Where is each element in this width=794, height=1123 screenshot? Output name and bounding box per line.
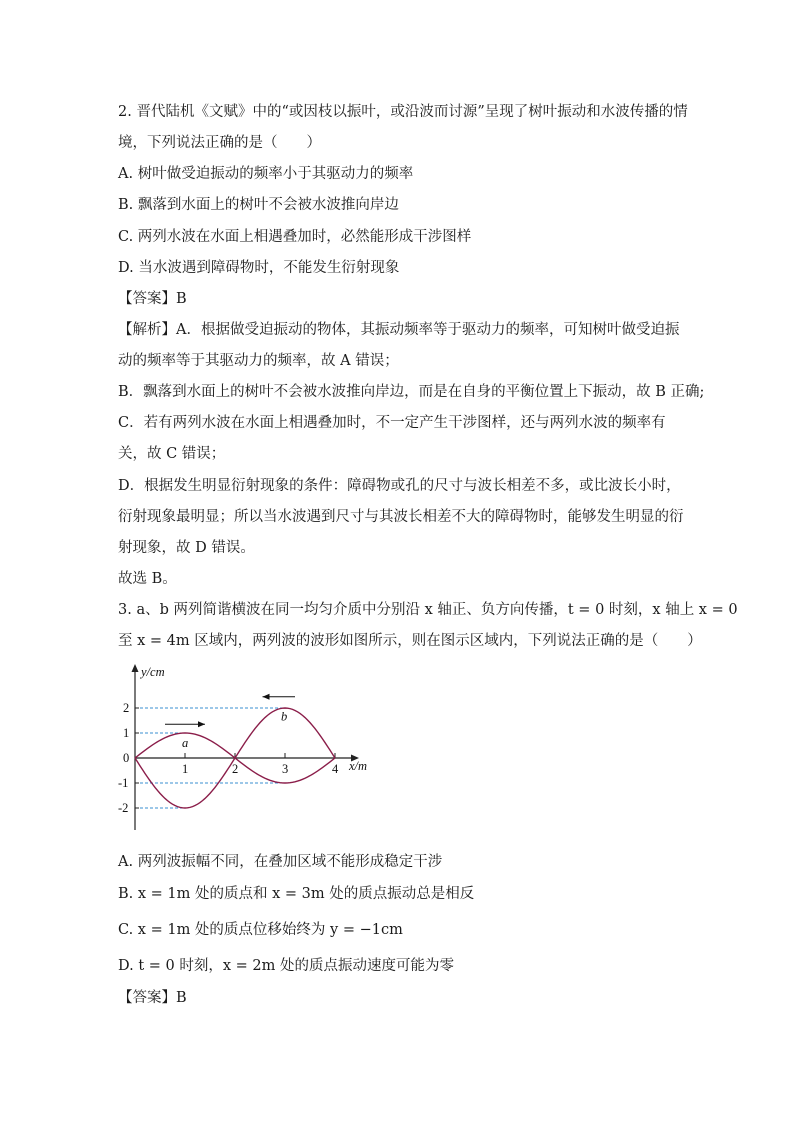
q3-option-c: C. x = 1m 处的质点位移始终为 y = −1cm bbox=[118, 922, 403, 938]
wave-chart bbox=[112, 662, 382, 832]
x-tick-label: 4 bbox=[332, 762, 339, 776]
x-tick-label: 3 bbox=[282, 762, 289, 776]
x-tick-label: 1 bbox=[182, 762, 189, 776]
origin-label: 0 bbox=[123, 751, 130, 765]
direction-arrowhead-b bbox=[263, 694, 270, 700]
x-tick-label: 2 bbox=[232, 762, 239, 776]
q2-analysis-line3: B．飘落到水面上的树叶不会被水波推向岸边，而是在自身的平衡位置上下振动，故 B 正确; bbox=[118, 384, 705, 400]
q2-option-d: D. 当水波遇到障碍物时，不能发生衍射现象 bbox=[118, 260, 400, 276]
wave-label-b: b bbox=[281, 709, 288, 724]
wave-label-a: a bbox=[182, 735, 189, 750]
q2-analysis-line2: 动的频率等于其驱动力的频率，故 A 错误； bbox=[118, 353, 399, 369]
q3-option-b: B. x = 1m 处的质点和 x = 3m 处的质点振动总是相反 bbox=[118, 886, 475, 902]
q2-analysis-line4: C．若有两列水波在水面上相遇叠加时，不一定产生干涉图样，还与两列水波的频率有 bbox=[118, 415, 666, 431]
y-tick-label: 2 bbox=[123, 701, 130, 715]
axis-labels bbox=[118, 665, 367, 815]
q3-option-a: A. 两列波振幅不同，在叠加区域不能形成稳定干涉 bbox=[118, 854, 443, 870]
y-axis-arrow bbox=[132, 664, 139, 672]
wave-figure bbox=[112, 662, 382, 832]
q3-stem-line1: 3. a、b 两列简谐横波在同一均匀介质中分别沿 x 轴正、负方向传播，t = 0 时刻，x 轴上 x = 0 bbox=[118, 602, 738, 618]
y-axis-title: y/cm bbox=[141, 665, 165, 679]
q2-analysis-line8: 射现象，故 D 错误。 bbox=[118, 540, 255, 556]
wave-curves bbox=[135, 694, 335, 808]
q3-answer: 【答案】B bbox=[118, 990, 187, 1006]
q2-analysis-line5: 关，故 C 错误； bbox=[118, 446, 226, 462]
q2-stem-line1: 2. 晋代陆机《文赋》中的“或因枝以振叶，或沿波而讨源”呈现了树叶振动和水波传播的情 bbox=[118, 104, 688, 120]
q2-analysis-line6: D．根据发生明显衍射现象的条件：障碍物或孔的尺寸与波长相差不多，或比波长小时， bbox=[118, 478, 681, 494]
q2-analysis-line7: 衍射现象最明显；所以当水波遇到尺寸与其波长相差不大的障碍物时，能够发生明显的衍 bbox=[118, 509, 684, 525]
q2-option-c: C. 两列水波在水面上相遇叠加时，必然能形成干涉图样 bbox=[118, 229, 472, 245]
q2-analysis-line1: 【解析】A．根据做受迫振动的物体，其振动频率等于驱动力的频率，可知树叶做受迫振 bbox=[118, 322, 680, 338]
y-tick-label: 1 bbox=[123, 726, 130, 740]
q2-stem-line2: 境，下列说法正确的是（ ） bbox=[118, 135, 321, 151]
q2-conclusion: 故选 B。 bbox=[118, 571, 177, 587]
q3-option-d: D. t = 0 时刻，x = 2m 处的质点振动速度可能为零 bbox=[118, 958, 454, 974]
y-tick-label: -1 bbox=[118, 776, 129, 790]
axes bbox=[132, 664, 360, 830]
y-tick-label: -2 bbox=[118, 801, 129, 815]
q2-option-a: A. 树叶做受迫振动的频率小于其驱动力的频率 bbox=[118, 166, 414, 182]
x-axis-title: x/m bbox=[349, 759, 368, 773]
q2-answer: 【答案】B bbox=[118, 291, 187, 307]
q2-option-b: B. 飘落到水面上的树叶不会被水波推向岸边 bbox=[118, 197, 399, 213]
direction-arrowhead-a bbox=[198, 721, 205, 727]
q3-stem-line2: 至 x = 4m 区域内，两列波的波形如图所示，则在图示区域内，下列说法正确的是（ ） bbox=[118, 633, 702, 649]
